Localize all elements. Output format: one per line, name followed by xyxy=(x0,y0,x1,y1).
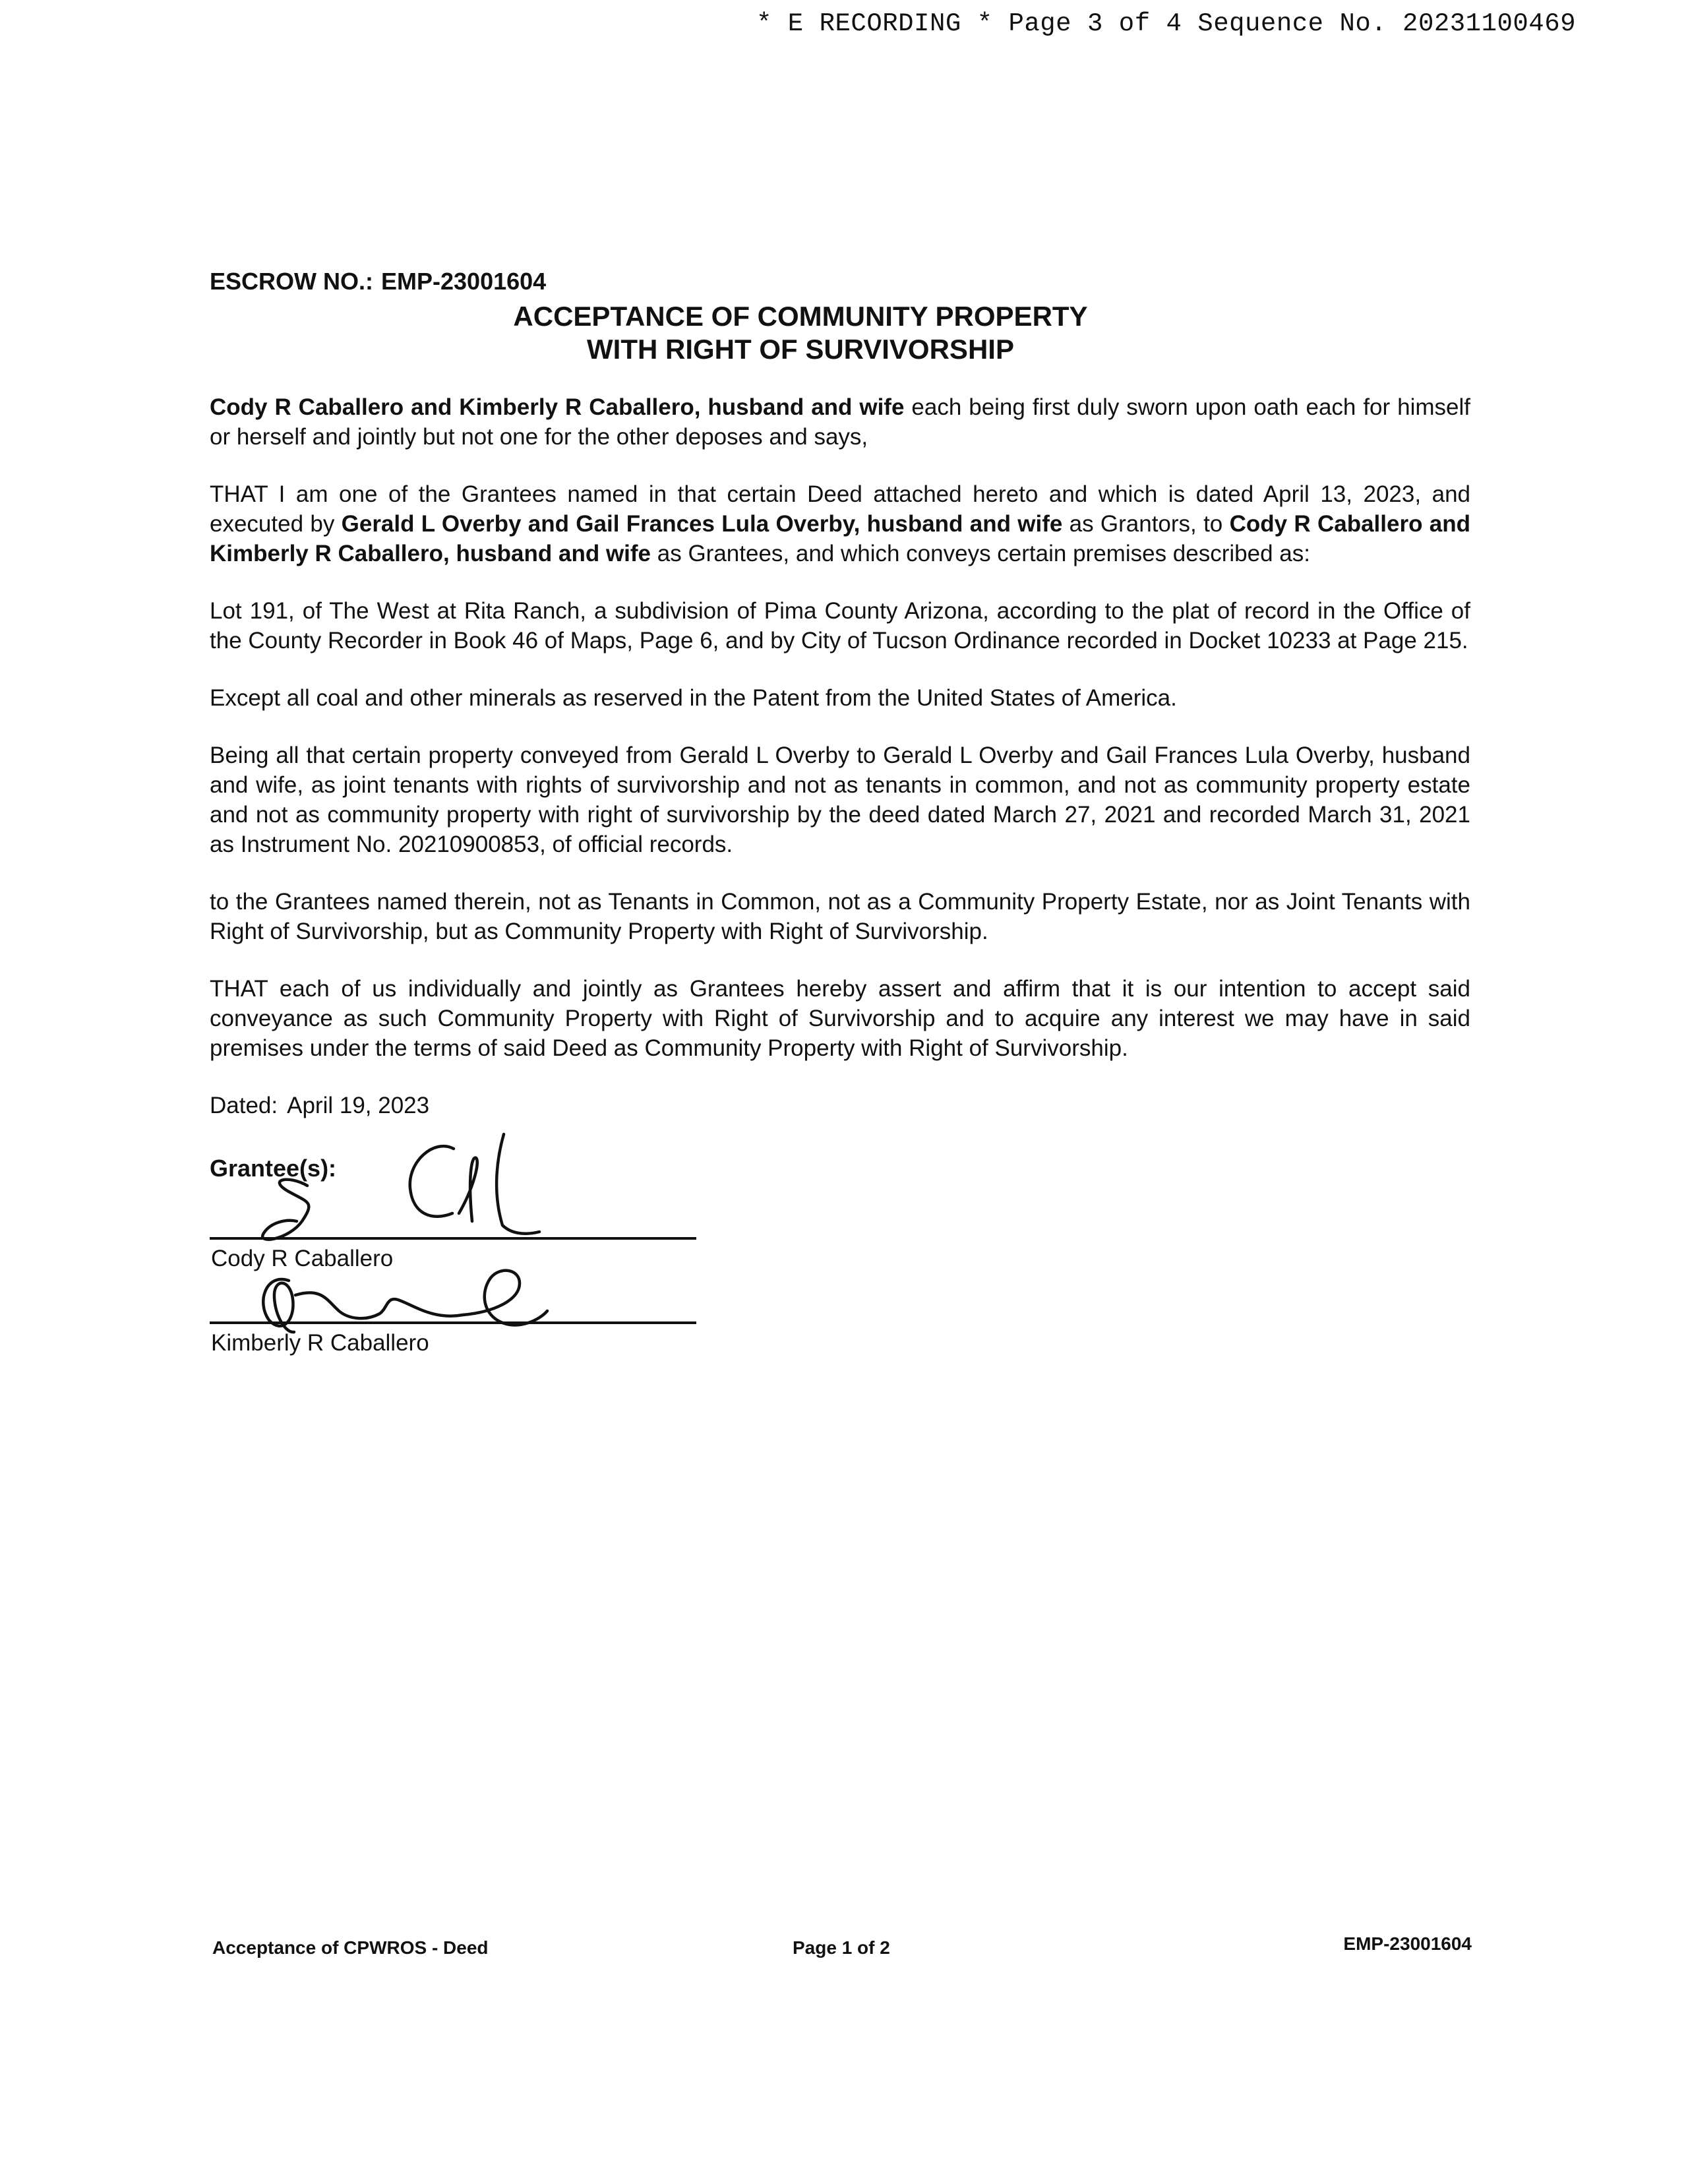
grantees-label: Grantee(s): xyxy=(210,1155,337,1182)
recording-header: * E RECORDING * Page 3 of 4 Sequence No. 20231100469 xyxy=(756,9,1576,38)
signer-name-1: Cody R Caballero xyxy=(211,1246,394,1271)
title-line-2: WITH RIGHT OF SURVIVORSHIP xyxy=(587,334,1014,365)
paragraph-legal-description: Lot 191, of The West at Rita Ranch, a subdivision of Pima County Arizona, according to the plat of record in the Office of the County Recorder in Book 46 of Maps, Page 6, and by City of Tucson Ordinance recorded in Docket 10233 at Page 215. xyxy=(210,598,1470,653)
paragraph-affirmation: THAT each of us individually and jointly as Grantees hereby assert and affirm that it is our intention to accept said conveyance as such Community Property with Right of Survivorship and to acquire any interest we may have in said premises under the terms of said Deed as Community Property with Right of Survivorship. xyxy=(210,976,1470,1061)
escrow-number xyxy=(210,266,1470,296)
deed-text-3: as Grantees, and which conveys certain premises described as: xyxy=(651,541,1310,566)
document-title xyxy=(210,300,1470,366)
title-line-1: ACCEPTANCE OF COMMUNITY PROPERTY xyxy=(513,301,1088,332)
paragraph-vesting: to the Grantees named therein, not as Tenants in Common, not as a Community Property Estate, nor as Joint Tenants with Right of Survivorship, but as Community Property with Right of Survivorship. xyxy=(210,889,1470,944)
document-body xyxy=(210,266,1470,1364)
signature-line-2 xyxy=(210,1321,696,1324)
signature-block xyxy=(210,1186,698,1364)
grantor-names: Gerald L Overby and Gail Frances Lula Overby, husband and wife xyxy=(341,511,1063,537)
paragraph-deed-reference xyxy=(210,479,1470,568)
paragraph-mineral-exception: Except all coal and other minerals as reserved in the Patent from the United States of America. xyxy=(210,685,1177,711)
escrow-label: ESCROW NO.: xyxy=(210,268,373,295)
paragraph-prior-conveyance: Being all that certain property conveyed from Gerald L Overby to Gerald L Overby and Gail Frances Lula Overby, husband and wife, as joint tenants with rights of survivorship and not as tenants in common, and not as community property estate and not as community property with right of survivorship by the deed dated March 27, 2021 and recorded March 31, 2021 as Instrument No. 20210900853, of official records. xyxy=(210,743,1470,857)
grantee-names-2: Cody R Caballero and Kimberly R Caballero, husband and wife xyxy=(210,511,1470,566)
page-footer xyxy=(212,1933,1472,1970)
dated-label: Dated: xyxy=(210,1093,278,1118)
signer-name-2: Kimberly R Caballero xyxy=(211,1330,429,1356)
dated-value: April 19, 2023 xyxy=(287,1093,430,1118)
escrow-value: EMP-23001604 xyxy=(381,268,547,295)
footer-page-number: Page 1 of 2 xyxy=(793,1937,890,1958)
footer-escrow-number: EMP-23001604 xyxy=(1343,1933,1472,1954)
paragraph-grantees-oath xyxy=(210,392,1470,452)
deed-text-1: THAT I am one of the Grantees named in that certain Deed attached hereto and which is dated April 13, 2023, and executed by xyxy=(210,481,1470,537)
grantee-names: Cody R Caballero and Kimberly R Caballero, husband and wife xyxy=(210,394,905,420)
dated-line xyxy=(210,1091,1470,1120)
oath-text: each being first duly sworn upon oath each for himself or herself and jointly but not one for the other deposes and says, xyxy=(210,394,1470,450)
signature-line-1 xyxy=(210,1237,696,1240)
footer-document-type: Acceptance of CPWROS - Deed xyxy=(212,1937,489,1958)
deed-text-2: as Grantors, to xyxy=(1062,511,1230,537)
